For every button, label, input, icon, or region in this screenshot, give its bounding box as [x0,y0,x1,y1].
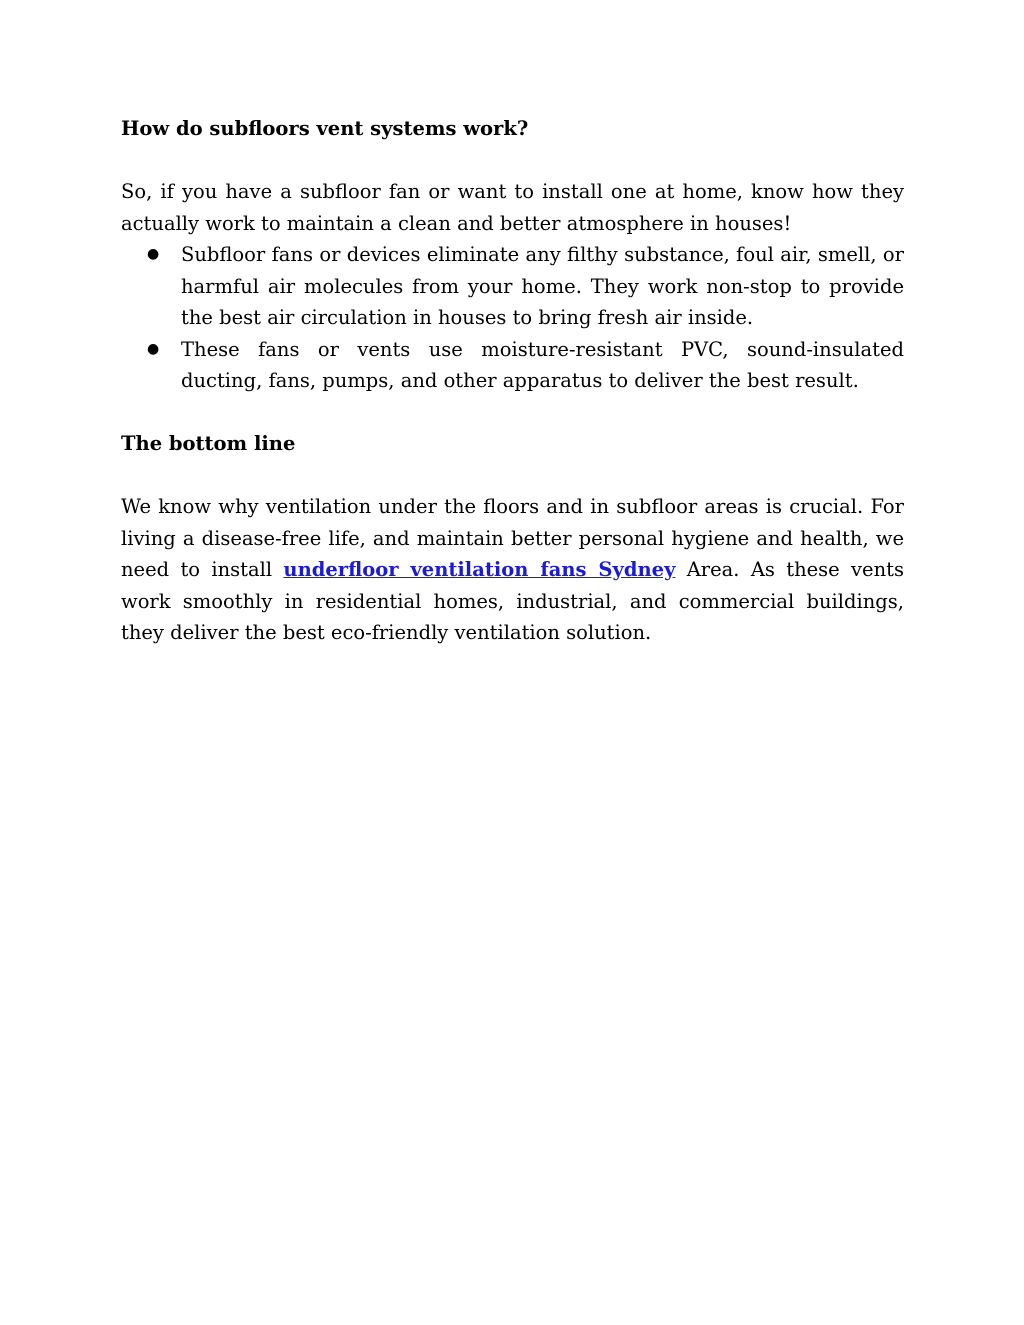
conclusion-paragraph [121,491,904,649]
document-page [121,113,904,649]
bullet-icon: ● [147,340,160,357]
list-item-text: Subfloor fans or devices eliminate any filthy substance, foul air, smell, or harmful air molecules from your home. They work non-stop to provide the best air circulation in houses to bring fresh air inside. [181,243,904,329]
bullet-icon: ● [147,246,160,262]
bullet-list [121,239,904,397]
list-item [121,239,904,334]
conclusion-text-start: We know why ventilation under the floors and in subfloor areas is crucial. For living a disease-free life, and maintain better personal hygiene and health, we need to install [121,495,904,581]
intro-paragraph: So, if you have a subfloor fan or want to install one at home, know how they actually work to maintain a clean and better atmosphere in houses! [121,180,904,235]
section-heading-bottom-line: The bottom line [121,432,296,455]
conclusion-text-end: Area. As these vents work smoothly in residential homes, industrial, and commercial buildings, they deliver the best eco-friendly ventilation solution. [121,558,904,644]
underfloor-ventilation-link[interactable]: underfloor ventilation fans Sydney [283,558,676,581]
spacer [121,145,904,177]
list-item [121,334,904,397]
spacer [121,397,904,429]
section-heading-how-vents-work: How do subfloors vent systems work? [121,117,529,140]
spacer [121,460,904,492]
list-item-text: These fans or vents use moisture-resistant PVC, sound-insulated ducting, fans, pumps, and other apparatus to deliver the best result. [181,337,904,392]
